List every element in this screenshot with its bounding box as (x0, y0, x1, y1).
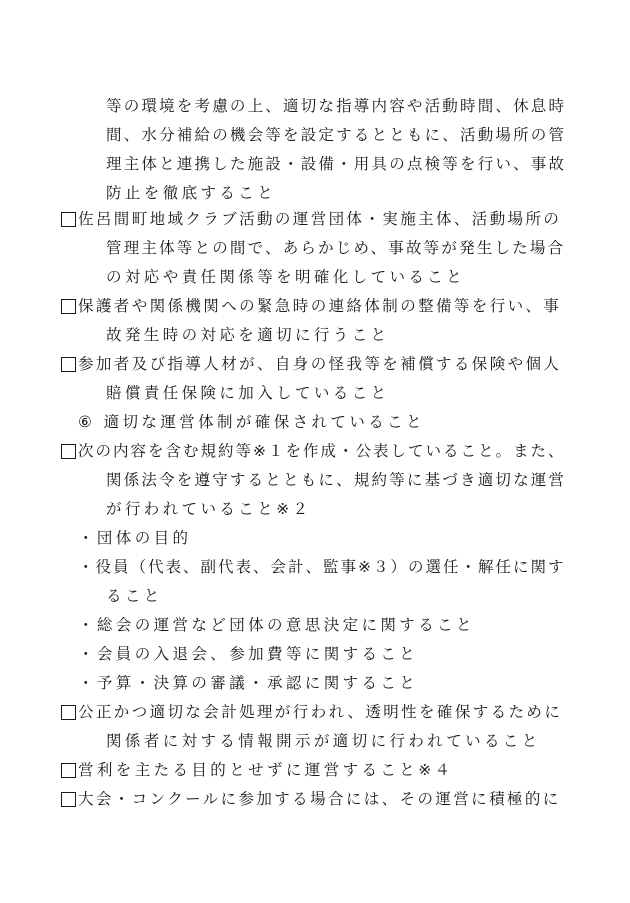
text-line: 関係法令を遵守するとともに、規約等に基づき適切な運営 (106, 471, 567, 489)
checkbox[interactable] (61, 792, 76, 807)
text-line: が行われていること※２ (106, 500, 312, 518)
text-line: 防止を徹底すること (106, 184, 277, 202)
bullet-item: ・予算・決算の審議・承認に関すること (78, 674, 419, 692)
text-line: 等の環境を考慮の上、適切な指導内容や活動時間、休息時 (106, 97, 567, 115)
checkbox[interactable] (61, 299, 76, 314)
text-line: 故発生時の対応を適切に行うこと (106, 326, 390, 344)
checkbox[interactable] (61, 444, 76, 459)
bullet-item: ・総会の運営など団体の意思決定に関すること (78, 616, 475, 634)
text-line: 理主体と連携した施設・設備・用具の点検等を行い、事故 (106, 155, 567, 173)
checklist-item-text: 営利を主たる目的とせずに運営すること※４ (78, 761, 454, 779)
text-line: ること (106, 587, 163, 605)
bullet-item: ・団体の目的 (78, 529, 192, 547)
bullet-item: ・会員の入退会、参加費等に関すること (78, 645, 419, 663)
text-line: 間、水分補給の機会等を設定するとともに、活動場所の管 (106, 126, 567, 144)
checklist-item-text: 参加者及び指導人材が、自身の怪我等を補償する保険や個人 (78, 355, 562, 373)
text-line: 賠償責任保険に加入していること (106, 384, 390, 402)
text-line: 関係者に対する情報開示が適切に行われていること (106, 732, 541, 750)
bullet-item: ・役員（代表、副代表、会計、監事※３）の選任・解任に関す (78, 558, 566, 576)
checkbox[interactable] (61, 763, 76, 778)
text-line: の対応や責任関係等を明確化していること (106, 268, 466, 286)
checkbox[interactable] (61, 212, 76, 227)
checkbox[interactable] (61, 357, 76, 372)
section-heading: ⑥ 適切な運営体制が確保されていること (78, 413, 425, 431)
checklist-item-text: 大会・コンクールに参加する場合には、その運営に積極的に (78, 790, 561, 808)
checklist-item-text: 公正かつ適切な会計処理が行われ、透明性を確保するために (78, 703, 563, 721)
checklist-item-text: 佐呂間町地域クラブ活動の運営団体・実施主体、活動場所の (78, 210, 562, 228)
checkbox[interactable] (61, 705, 76, 720)
text-line: 管理主体等との間で、あらかじめ、事故等が発生した場合 (106, 239, 566, 257)
checklist-item-text: 次の内容を含む規約等※１を作成・公表していること。また、 (78, 442, 566, 460)
checklist-item-text: 保護者や関係機関への緊急時の連絡体制の整備等を行い、事 (78, 297, 562, 315)
